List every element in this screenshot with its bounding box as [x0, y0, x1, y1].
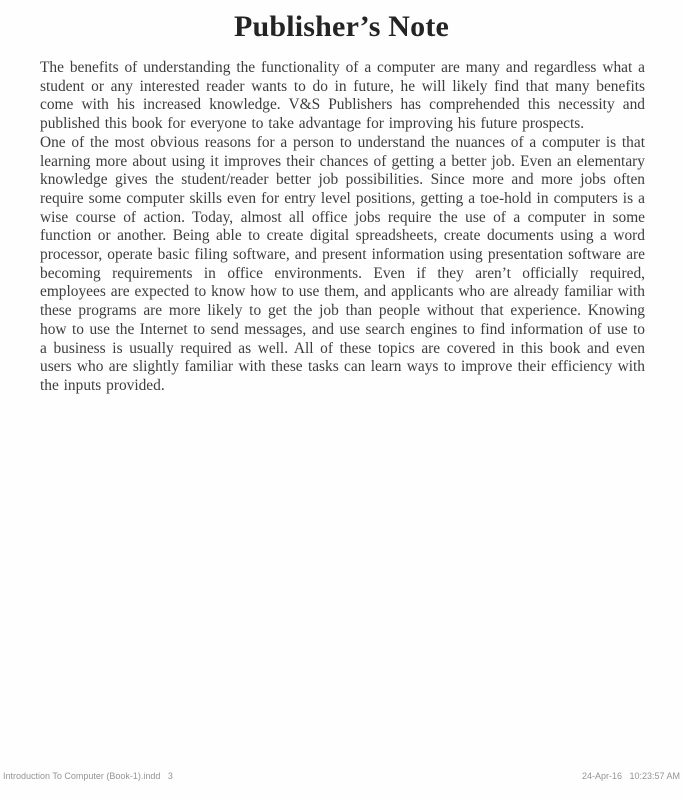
- body-text: [0, 59, 683, 396]
- footer-filename: Introduction To Computer (Book-1).indd 3: [3, 771, 173, 781]
- paragraph: One of the most obvious reasons for a person to understand the nuances of a computer is that learning more about using it improves their chances of getting a better job. Even an elementary knowledge gives the student/reader better job possibilities. Since more and more jobs often require some computer skills even for entry level positions, getting a toe-hold in computers is a wise course of action. Today, almost all office jobs require the use of a computer in some function or another. Being able to create digital spreadsheets, create documents using a word processor, operate basic filing software, and present information using presentation software are becoming requirements in office environments. Even if they aren’t officially required, employees are expected to know how to use them, and applicants who are already familiar with these programs are more likely to get the job than people without that experience. Knowing how to use the Internet to send messages, and use search engines to find information of use to a business is usually required as well. All of these topics are covered in this book and even users who are slightly familiar with these tasks can learn ways to improve their efficiency with the inputs provided.: [40, 133, 645, 394]
- print-footer: [3, 771, 680, 781]
- footer-timestamp: 24-Apr-16 10:23:57 AM: [581, 771, 680, 781]
- page-title: Publisher’s Note: [233, 10, 450, 43]
- paragraph: The benefits of understanding the functionality of a computer are many and regardless what a student or any interested reader wants to do in future, he will likely find that many benefits come with his increased knowledge. V&S Publishers has comprehended this necessity and published this book for everyone to take advantage for improving his future prospects.: [40, 59, 645, 133]
